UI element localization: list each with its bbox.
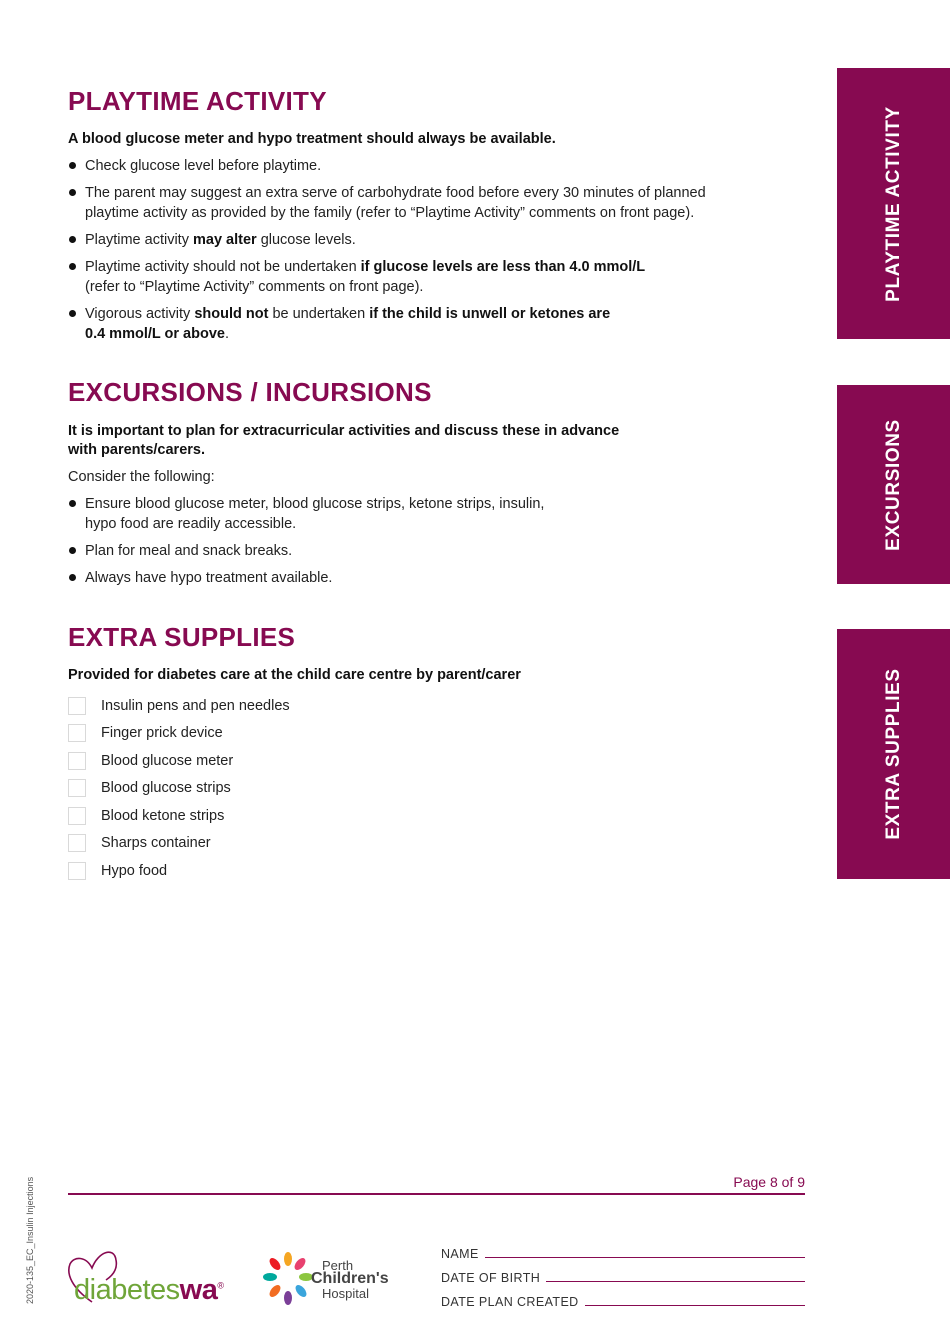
pch-line-1: Perth [322,1258,354,1273]
list-item: Vigorous activity should not be undertaken if the child is unwell or ketones are 0.4 mmol/L or above. [68,304,788,344]
checkbox[interactable] [68,807,86,825]
supplies-intro: Provided for diabetes care at the child care centre by parent/carer [68,667,521,683]
checkbox[interactable] [68,779,86,797]
checklist-item: Sharps container [68,830,290,858]
checklist-item: Insulin pens and pen needles [68,692,290,720]
section-title-excursions: EXCURSIONS / INCURSIONS [68,377,432,407]
bullet-icon [69,574,76,581]
dob-label: DATE OF BIRTH [441,1271,541,1285]
checklist-item: Blood glucose meter [68,747,290,775]
list-item: Check glucose level before playtime. [68,156,788,176]
checkbox[interactable] [68,834,86,852]
date-plan-created-field[interactable] [441,1291,805,1309]
tab-label: EXTRA SUPPLIES [882,668,904,840]
dob-line [546,1281,805,1282]
checklist-item: Blood ketone strips [68,802,290,830]
checklist-item: Finger prick device [68,720,290,748]
tab-excursions[interactable] [837,385,950,584]
page-number: Page 8 of 9 [733,1174,805,1190]
list-item: The parent may suggest an extra serve of carbohydrate food before every 30 minutes of planned playtime activity as provided by the family (refer to “Playtime Activity” comments on front page). [68,183,788,223]
plan-created-line [585,1305,805,1306]
checkbox[interactable] [68,724,86,742]
checkbox[interactable] [68,862,86,880]
bullet-icon [69,310,76,317]
plan-created-label: DATE PLAN CREATED [441,1295,579,1309]
tab-playtime-activity[interactable] [837,68,950,339]
supplies-checklist [68,692,290,885]
name-field[interactable] [441,1243,805,1261]
registered-mark: ® [217,1280,224,1291]
playtime-list [68,156,788,351]
logo-text-wa: wa [179,1274,218,1306]
footer-divider [68,1193,805,1195]
bullet-icon [69,236,76,243]
checkbox[interactable] [68,697,86,715]
bullet-icon [69,189,76,196]
excursions-intro: It is important to plan for extracurricular activities and discuss these in advance with parents/carers. [68,423,620,458]
name-line [485,1257,805,1258]
checklist-item: Hypo food [68,857,290,885]
pch-line-3: Hospital [322,1286,369,1301]
tab-extra-supplies[interactable] [837,629,950,879]
pch-line-2: Children's [311,1270,389,1287]
bullet-icon [69,500,76,507]
excursions-consider: Consider the following: [68,469,215,485]
perth-childrens-hospital-logo [262,1251,402,1309]
bullet-icon [69,547,76,554]
list-item: Always have hypo treatment available. [68,568,788,588]
checkbox[interactable] [68,752,86,770]
bullet-icon [69,263,76,270]
diabetes-wa-logo [66,1244,236,1308]
list-item: Playtime activity should not be undertaken if glucose levels are less than 4.0 mmol/L (refer to “Playtime Activity” comments on front page). [68,257,788,297]
bullet-icon [69,162,76,169]
list-item: Playtime activity may alter glucose levels. [68,230,788,250]
section-title-playtime: PLAYTIME ACTIVITY [68,86,327,116]
pinwheel-icon [262,1251,314,1307]
tab-label: EXCURSIONS [882,418,904,551]
playtime-intro: A blood glucose meter and hypo treatment should always be available. [68,131,556,147]
date-of-birth-field[interactable] [441,1267,805,1285]
logo-text-diabetes: diabetes [74,1274,180,1306]
name-label: NAME [441,1247,479,1261]
tab-label: PLAYTIME ACTIVITY [882,105,904,302]
checklist-item: Blood glucose strips [68,775,290,803]
list-item: Plan for meal and snack breaks. [68,541,788,561]
section-title-supplies: EXTRA SUPPLIES [68,622,296,652]
list-item: Ensure blood glucose meter, blood glucose strips, ketone strips, insulin, hypo food are readily accessible. [68,494,788,534]
document-code: 2020-135_EC_Insulin Injections [25,1176,35,1304]
excursions-list [68,494,788,595]
